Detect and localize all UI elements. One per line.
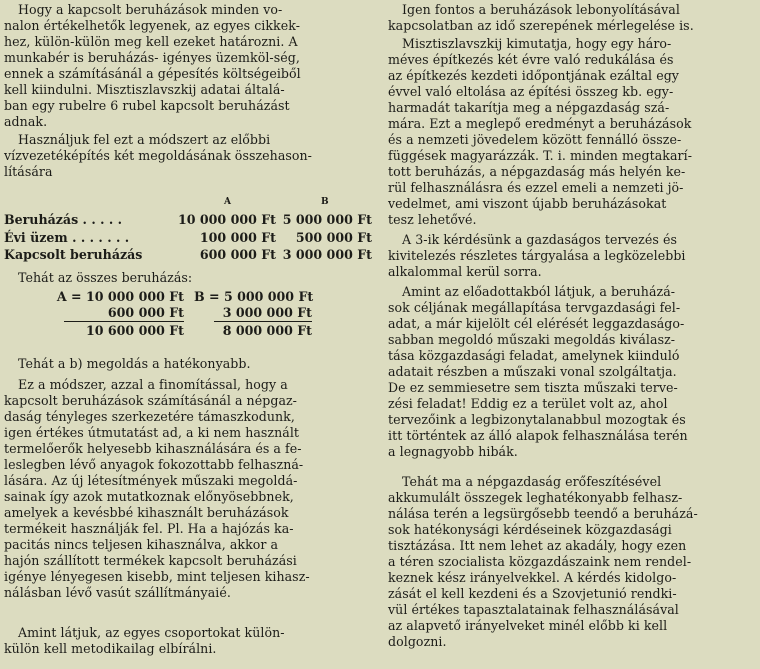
table-cell-a: 100 000 Ft <box>199 230 276 245</box>
table-cell-b: 500 000 Ft <box>295 230 372 245</box>
table-cell-a: 10 000 000 Ft <box>177 212 276 227</box>
text-line: termékeit használják fel. Pl. Ha a hajózás ka- <box>4 521 294 536</box>
sum-b-add: 3 000 000 Ft <box>222 305 312 320</box>
text-line: sabban megoldó műszaki megoldás kiválasz- <box>388 332 676 347</box>
text-line: De ez semmiesetre sem tiszta műszaki terve- <box>388 380 678 395</box>
text-line: rül felhasználásra és ezzel emeli a nemzeti jö- <box>388 180 684 195</box>
text-line: nálása terén a legsürgősebb teendő a beruházá- <box>388 506 698 521</box>
text-line: amelyek a kevésbbé kihasznált beruházások <box>4 505 289 520</box>
text-line: és a nemzeti jövedelem között fennálló össze- <box>388 132 682 147</box>
table-row-label: Évi üzem . . . . . . . <box>4 230 130 245</box>
text-line: Tehát az összes beruházás: <box>18 270 193 285</box>
text-line: az építkezés kezdeti időpontjának ezáltal egy <box>388 68 679 83</box>
text-line: keznek kész irányelvekkel. A kérdés kidolgo- <box>388 570 677 585</box>
text-line: sainak így azok mutatkoznak előnyösebbnek, <box>4 489 294 504</box>
table-row-label: Kapcsolt beruházás <box>4 247 143 262</box>
text-line: külön kell metodikailag elbírálni. <box>4 641 217 656</box>
text-line: az alapvető irányelveket minél előbb ki kell <box>388 618 668 633</box>
sum-a-add: 600 000 Ft <box>107 305 184 320</box>
table-cell-b: 3 000 000 Ft <box>282 247 372 262</box>
text-line: tisztázása. Itt nem lehet az akadály, hogy ezen <box>388 538 687 553</box>
text-line: méves építkezés két évre való redukálása és <box>388 52 674 67</box>
text-line: Igen fontos a beruházások lebonyolításával <box>402 2 680 17</box>
sum-a-line: A = 10 000 000 Ft <box>56 289 184 304</box>
text-line: itt történtek az álló alapok felhasználása terén <box>388 428 688 443</box>
sum-b-line: B = 5 000 000 Ft <box>194 289 314 304</box>
text-line: dolgozni. <box>388 634 447 649</box>
text-line: igen értékes útmutatást ad, a ki nem használt <box>4 425 300 440</box>
table-header-b: B <box>321 197 329 207</box>
text-line: harmadát takarítja meg a népgazdaság szá- <box>388 100 670 115</box>
text-line: tott beruházás, a népgazdaság más helyén ke- <box>388 164 686 179</box>
text-line: akkumulált összegek leghatékonyabb felhasz- <box>388 490 683 505</box>
text-line: Ez a módszer, azzal a finomítással, hogy a <box>18 377 288 392</box>
text-line: hez, külön-külön meg kell ezeket határozni. A <box>4 34 298 49</box>
text-line: Misztiszlavszkij kimutatja, hogy egy háro- <box>402 36 672 51</box>
text-line: adatait részben a műszaki vonal szolgáltatja. <box>388 364 677 379</box>
text-line: kell kiindulni. Misztiszlavszkij adatai általá- <box>4 82 285 97</box>
text-line: a téren szocialista közgazdászaink nem rendel- <box>388 554 692 569</box>
text-line: leslegben lévő anyagok fokozottabb felhaszná- <box>4 457 304 472</box>
sum-a-rule <box>64 321 184 322</box>
table-cell-a: 600 000 Ft <box>199 247 276 262</box>
text-line: alkalommal kerül sorra. <box>388 264 542 279</box>
sum-b-rule <box>214 321 312 322</box>
text-line: sok hatékonysági kérdéseinek közgazdasági <box>388 522 672 537</box>
text-line: Használjuk fel ezt a módszert az előbbi <box>18 132 271 147</box>
text-line: lítására <box>4 164 53 179</box>
text-line: zását el kell kezdeni és a Szovjetunió rendki- <box>388 586 677 601</box>
table-cell-b: 5 000 000 Ft <box>282 212 372 227</box>
text-line: vül értékes tapasztalatainak felhasználásával <box>388 602 679 617</box>
text-line: tervezőink a legbizonytalanabbul mozogtak és <box>388 412 686 427</box>
text-line: Amint az előadottakból látjuk, a beruházá- <box>402 284 676 299</box>
text-line: függések magyarázzák. T. i. minden megtakarí- <box>388 148 692 163</box>
text-line: kapcsolatban az idő szerepének mérlegelése is. <box>388 18 694 33</box>
text-line: Tehát ma a népgazdaság erőfeszítésével <box>402 474 662 489</box>
text-line: termelőerők helyesebb kihasználására és a fe- <box>4 441 302 456</box>
text-line: évvel való eltolása az építési összeg kb. egy- <box>388 84 674 99</box>
text-line: hajón szállított termékek kapcsolt beruházási <box>4 553 297 568</box>
text-line: adnak. <box>4 114 48 129</box>
text-line: munkabér is beruházás- igényes üzemköl-ség, <box>4 50 300 65</box>
text-line: daság tényleges szerkezetére támaszkodunk, <box>4 409 295 424</box>
text-line: tása közgazdasági feladat, amelynek kiinduló <box>388 348 680 363</box>
text-line: zési feladat! Eddig ez a terület volt az, ahol <box>388 396 668 411</box>
text-line: mára. Ezt a meglepő eredményt a beruházások <box>388 116 692 131</box>
conclusion-line: Tehát a b) megoldás a hatékonyabb. <box>18 356 251 371</box>
text-line: A 3-ik kérdésünk a gazdaságos tervezés és <box>402 232 677 247</box>
text-line: pacitás nincs teljesen kihasználva, akkor a <box>4 537 279 552</box>
text-line: sok céljának megállapítása tervgazdasági fel- <box>388 300 681 315</box>
sum-a-total: 10 600 000 Ft <box>85 323 184 338</box>
text-line: Amint látjuk, az egyes csoportokat külön- <box>18 625 285 640</box>
text-line: ennek a számításánál a gépesítés költségeiből <box>4 66 301 81</box>
text-line: nalon értékelhetők legyenek, az egyes cikkek- <box>4 18 301 33</box>
sum-b-total: 8 000 000 Ft <box>222 323 312 338</box>
text-line: vízvezetéképítés két megoldásának összehason- <box>4 148 312 163</box>
text-line: ban egy rubelre 6 rubel kapcsolt beruházást <box>4 98 290 113</box>
text-line: nálásban lévő vasút szállítmányaié. <box>4 585 231 600</box>
text-line: vedelmet, ami viszont újabb beruházásokat <box>388 196 667 211</box>
table-row-label: Beruházás . . . . . <box>4 212 123 227</box>
text-line: kivitelezés részletes tárgyalása a legközelebbi <box>388 248 686 263</box>
text-line: lására. Az új létesítmények műszaki megoldá- <box>4 473 298 488</box>
text-line: igénye lényegesen kisebb, mint teljesen kihasz- <box>4 569 310 584</box>
table-header-a: A <box>224 197 231 207</box>
text-line: tesz lehetővé. <box>388 212 477 227</box>
text-line: kapcsolt beruházások számításánál a népgaz- <box>4 393 297 408</box>
text-line: adat, a már kijelölt cél elérését leggazdaságo- <box>388 316 685 331</box>
text-line: Hogy a kapcsolt beruházások minden vo- <box>18 2 283 17</box>
text-line: a legnagyobb hibák. <box>388 444 518 459</box>
